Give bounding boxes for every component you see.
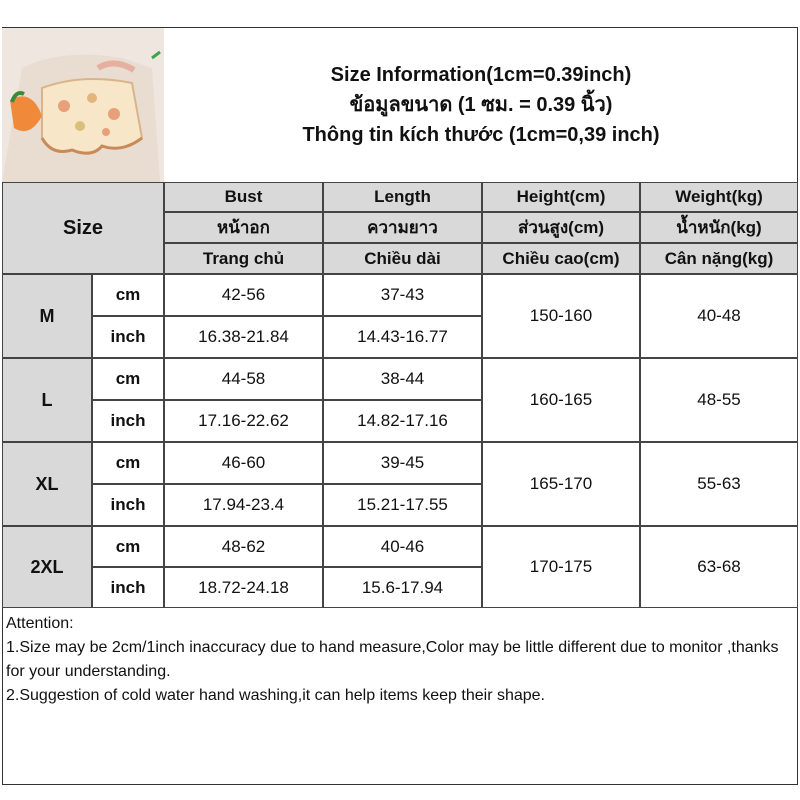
header-height-en: Height(cm) [482,182,640,212]
product-photo [2,28,164,182]
title-vietnamese: Thông tin kích thước (1cm=0,39 inch) [302,124,660,146]
length-cm-l: 38-44 [323,358,482,400]
title-thai: ข้อมูลขนาด (1 ซม. = 0.39 นิ้ว) [349,94,613,116]
length-cm-2xl: 40-46 [323,526,482,567]
unit-inch: inch [92,484,164,526]
length-inch-m: 14.43-16.77 [323,316,482,358]
bust-cm-l: 44-58 [164,358,323,400]
weight-m: 40-48 [640,274,798,358]
header-height-th: ส่วนสูง(cm) [482,212,640,243]
height-m: 150-160 [482,274,640,358]
size-header: Size [2,182,164,274]
bust-inch-xl: 17.94-23.4 [164,484,323,526]
unit-cm: cm [92,358,164,400]
unit-cm: cm [92,274,164,316]
header-weight-th: น้ำหนัก(kg) [640,212,798,243]
size-label-2xl: 2XL [2,526,92,608]
height-l: 160-165 [482,358,640,442]
attention-item-1: 1.Size may be 2cm/1inch inaccuracy due to hand measure,Color may be little different due to monitor ,thanks for your understanding. [6,639,779,680]
bust-inch-l: 17.16-22.62 [164,400,323,442]
header-height-vi: Chiều cao(cm) [482,243,640,274]
header-weight-en: Weight(kg) [640,182,798,212]
length-cm-xl: 39-45 [323,442,482,484]
bust-inch-2xl: 18.72-24.18 [164,567,323,608]
size-label-xl: XL [2,442,92,526]
unit-inch: inch [92,316,164,358]
size-label-l: L [2,358,92,442]
product-photo-illustration [2,28,164,182]
header-length-th: ความยาว [323,212,482,243]
height-2xl: 170-175 [482,526,640,608]
unit-inch: inch [92,400,164,442]
header-weight-vi: Cân nặng(kg) [640,243,798,274]
bust-cm-2xl: 48-62 [164,526,323,567]
unit-inch: inch [92,567,164,608]
size-label-m: M [2,274,92,358]
title-block [164,28,798,182]
length-cm-m: 37-43 [323,274,482,316]
weight-xl: 55-63 [640,442,798,526]
length-inch-xl: 15.21-17.55 [323,484,482,526]
weight-2xl: 63-68 [640,526,798,608]
length-inch-l: 14.82-17.16 [323,400,482,442]
bust-inch-m: 16.38-21.84 [164,316,323,358]
weight-l: 48-55 [640,358,798,442]
header-length-vi: Chiều dài [323,243,482,274]
header-bust-vi: Trang chủ [164,243,323,274]
unit-cm: cm [92,442,164,484]
attention-heading: Attention: [6,615,74,632]
title-english: Size Information(1cm=0.39inch) [330,64,632,86]
height-xl: 165-170 [482,442,640,526]
length-inch-2xl: 15.6-17.94 [323,567,482,608]
bust-cm-m: 42-56 [164,274,323,316]
header-bust-en: Bust [164,182,323,212]
header-bust-th: หน้าอก [164,212,323,243]
attention-item-2: 2.Suggestion of cold water hand washing,it can help items keep their shape. [6,687,545,704]
bust-cm-xl: 46-60 [164,442,323,484]
unit-cm: cm [92,526,164,567]
header-length-en: Length [323,182,482,212]
attention-notes [6,612,796,708]
